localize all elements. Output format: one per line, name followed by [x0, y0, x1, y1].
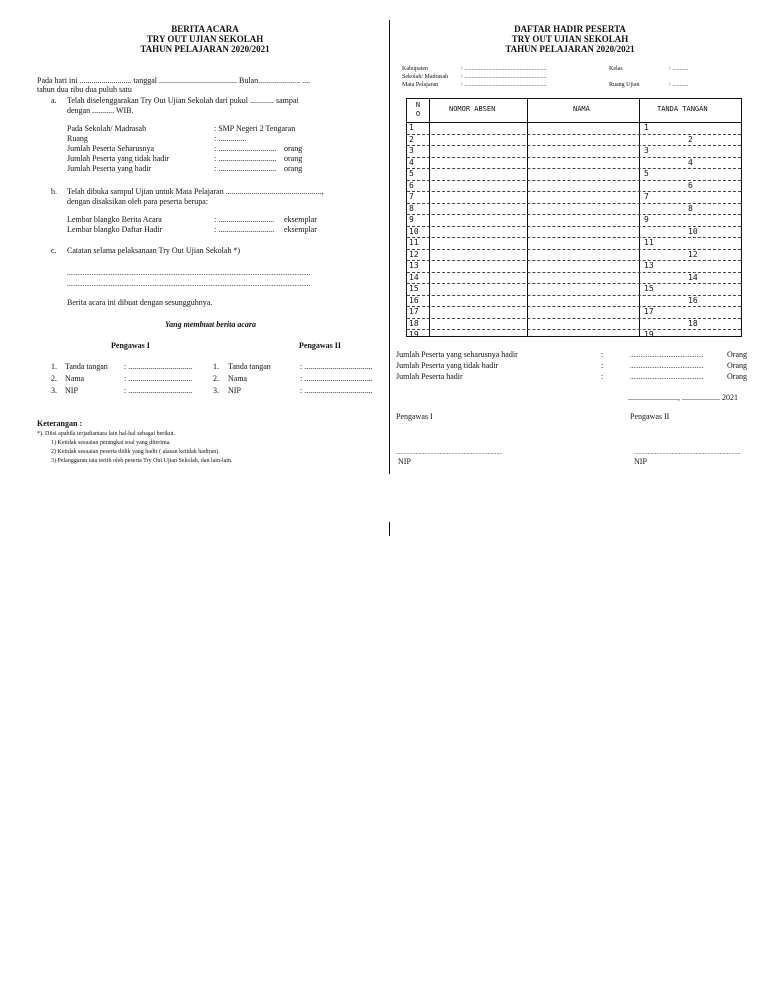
nip-2: NIP — [634, 457, 647, 466]
summary-unit: Orang — [727, 361, 747, 370]
item-c-mark: c. — [51, 246, 57, 255]
summary-value: .......................................... — [630, 373, 704, 381]
sig-label: Tanda tangan — [65, 362, 108, 371]
info-value: : SMP Negeri 2 Tengaran — [214, 124, 296, 133]
signature-slot-number: 8 — [688, 203, 693, 213]
pengawas-1-title: Pengawas I — [111, 341, 150, 350]
signature-slot-number: 19 — [644, 330, 654, 339]
signature-slot-number: 11 — [644, 238, 654, 247]
meta-value: : ........... — [669, 66, 689, 72]
summary-colon: : — [601, 361, 604, 370]
summary-value: .......................................... — [630, 362, 704, 370]
summary-label: Jumlah Peserta yang tidak hadir — [396, 361, 499, 370]
sig-value: : ................................ — [124, 362, 193, 371]
row-number: 4 — [409, 157, 414, 167]
signature-slot-number: 14 — [688, 272, 698, 282]
row-number: 19 — [409, 330, 419, 339]
sig-label: Nama — [65, 374, 85, 383]
row-number: 11 — [409, 238, 419, 247]
item-a-mark: a. — [51, 96, 57, 105]
row-number: 6 — [409, 180, 414, 190]
signature-slot-number: 16 — [688, 295, 698, 305]
sig-num: 3. — [51, 386, 57, 395]
left-title-2: TRY OUT UJIAN SEKOLAH — [146, 34, 264, 44]
lembar-unit: eksemplar — [284, 215, 317, 224]
row-number: 16 — [409, 295, 419, 305]
page-divider-bottom — [389, 522, 390, 536]
meta-label: Ruang Ujian — [609, 82, 640, 88]
info-value: : .............. — [214, 134, 247, 143]
info-value: : ............................. — [214, 164, 277, 173]
signature-slot-number: 2 — [688, 134, 693, 144]
row-number: 5 — [409, 169, 414, 178]
left-title-3: TAHUN PELAJARAN 2020/2021 — [140, 44, 270, 54]
signature-slot-number: 18 — [688, 318, 698, 328]
signature-slot-number: 13 — [644, 261, 654, 270]
item-b-line-2: dengan disaksikan oleh para peserta berupa: — [67, 197, 209, 206]
sig-value: : ................................ — [124, 374, 193, 383]
sig-value: : ................................ — [124, 386, 193, 395]
signature-slot-number: 4 — [688, 157, 693, 167]
keterangan-item: 3) Pelanggaran tata tertib oleh peserta Try Out Ujian Sekolah, dan lain-lain. — [51, 458, 233, 464]
sig-label-2: Nama — [228, 374, 248, 383]
keterangan-item: 2) Ketidak sesuaian peserta didik yang hadir ( alasan ketidak hadiran). — [51, 449, 220, 455]
signature-slot-number: 6 — [688, 180, 693, 190]
meta-label: Kelas — [609, 66, 623, 72]
meta-value: : ....................................................... — [461, 82, 547, 88]
summary-unit: Orang — [727, 350, 747, 359]
info-label: Jumlah Peserta yang tidak hadir — [67, 154, 170, 163]
info-unit: orang — [284, 144, 303, 153]
keterangan-title: Keterangan : — [37, 419, 83, 428]
row-number: 7 — [409, 192, 414, 201]
signature-slot-number: 7 — [644, 192, 649, 201]
attendance-table — [406, 98, 742, 337]
sig-num: 1. — [51, 362, 57, 371]
left-title-1: BERITA ACARA — [171, 24, 239, 34]
summary-label: Jumlah Peserta yang seharusnya hadir — [396, 350, 518, 359]
signature-slot-number: 17 — [644, 307, 654, 316]
right-title-2: TRY OUT UJIAN SEKOLAH — [511, 34, 629, 44]
signature-slot-number: 10 — [688, 226, 698, 236]
row-number: 14 — [409, 272, 419, 282]
info-label: Ruang — [67, 134, 88, 143]
keterangan-intro: *). Diisi apabila terjadiantara lain hal-hal sebagai berikut. — [37, 431, 176, 437]
info-label: Jumlah Peserta Seharusnya — [67, 144, 155, 153]
notes-dots-1: ........................................................................................................................................... — [67, 270, 311, 277]
row-number: 1 — [409, 123, 414, 132]
row-number: 10 — [409, 226, 419, 236]
intro-line-2: tahun dua ribu dua puluh satu — [37, 85, 132, 94]
item-b-line-1: Telah dibuka sampul Ujian untuk Mata Pelajaran ................................................, — [67, 187, 324, 196]
sig-label: NIP — [65, 386, 78, 395]
nip-1: NIP — [398, 457, 411, 466]
signature-line-2: ....................................................................... — [634, 450, 741, 456]
info-unit: orang — [284, 164, 303, 173]
notes-dots-2: ........................................................................................................................................... — [67, 281, 311, 288]
row-number: 13 — [409, 261, 419, 270]
date-line: ........................., ................... 2021 — [628, 393, 738, 402]
right-pengawas-2: Pengawas II — [630, 412, 670, 421]
sig-value-2: : .................................. — [300, 362, 373, 371]
lembar-label: Lembar blangko Daftar Hadir — [67, 225, 163, 234]
signature-slot-number: 12 — [688, 249, 698, 259]
row-number: 15 — [409, 284, 419, 293]
lembar-label: Lembar blangko Berita Acara — [67, 215, 162, 224]
signature-slot-number: 15 — [644, 284, 654, 293]
sig-value-2: : .................................. — [300, 374, 373, 383]
sig-label-2: NIP — [228, 386, 241, 395]
summary-value: .......................................... — [630, 351, 704, 359]
summary-colon: : — [601, 372, 604, 381]
sig-value-2: : .................................. — [300, 386, 373, 395]
right-pengawas-1: Pengawas I — [396, 412, 433, 421]
signature-slot-number: 1 — [644, 123, 649, 132]
keterangan-item: 1) Ketidak sesuaian perangkat soal yang diterima. — [51, 440, 171, 446]
row-number: 17 — [409, 307, 419, 316]
right-title-3: TAHUN PELAJARAN 2020/2021 — [505, 44, 635, 54]
lembar-value: : ............................ — [214, 225, 275, 234]
info-value: : ............................. — [214, 144, 277, 153]
meta-label: Sekolah/ Madrasah — [402, 74, 449, 80]
lembar-value: : ............................ — [214, 215, 275, 224]
row-number: 2 — [409, 134, 414, 144]
right-title-1: DAFTAR HADIR PESERTA — [514, 24, 626, 34]
item-c-line: Catatan selama pelaksanaan Try Out Ujian Sekolah *) — [67, 246, 241, 255]
info-unit: orang — [284, 154, 303, 163]
meta-value: : ....................................................... — [461, 74, 547, 80]
row-number: 8 — [409, 203, 414, 213]
sig-num-2: 1. — [213, 362, 219, 371]
col-header-no: N O — [415, 101, 421, 118]
sig-num: 2. — [51, 374, 57, 383]
row-number: 18 — [409, 318, 419, 328]
closing-statement: Berita acara ini dibuat dengan sesungguhnya. — [67, 298, 213, 307]
info-value: : ............................. — [214, 154, 277, 163]
col-header-nama: NAMA — [573, 105, 590, 113]
summary-colon: : — [601, 350, 604, 359]
item-b-mark: b. — [51, 187, 57, 196]
meta-value: : ....................................................... — [461, 66, 547, 72]
page-divider — [389, 20, 390, 474]
info-label: Jumlah Peserta yang hadir — [67, 164, 152, 173]
sig-num-2: 2. — [213, 374, 219, 383]
made-by-heading: Yang membuat berita acara — [165, 320, 257, 329]
info-label: Pada Sekolah/ Madrasah — [67, 124, 147, 133]
row-number: 12 — [409, 249, 419, 259]
meta-value: : ........... — [669, 82, 689, 88]
summary-unit: Orang — [727, 372, 747, 381]
signature-line-1: ....................................................................... — [396, 450, 503, 456]
table-header — [407, 99, 741, 123]
item-a-line-2: dengan ........... WIB. — [67, 106, 134, 115]
lembar-unit: eksemplar — [284, 225, 317, 234]
intro-line-1: Pada hari ini .......................... tanggal ....................................... Bulan..................... .... — [37, 76, 311, 85]
signature-slot-number: 3 — [644, 146, 649, 155]
sig-label-2: Tanda tangan — [228, 362, 271, 371]
col-header-ttd: TANDA TANGAN — [657, 105, 708, 113]
pengawas-2-title: Pengawas II — [299, 341, 342, 350]
meta-label: Mata Pelajaran — [402, 82, 439, 88]
row-number: 9 — [409, 215, 414, 224]
signature-slot-number: 5 — [644, 169, 649, 178]
table-row — [407, 329, 741, 341]
sig-num-2: 3. — [213, 386, 219, 395]
col-header-absen: NOMOR ABSEN — [449, 105, 496, 113]
signature-slot-number: 9 — [644, 215, 649, 224]
meta-label: Kabupaten — [402, 66, 428, 72]
summary-label: Jumlah Peserta hadir — [396, 372, 463, 381]
row-number: 3 — [409, 146, 414, 155]
item-a-line-1: Telah diselenggarakan Try Out Ujian Sekolah dari pukul ............ sampai — [67, 96, 299, 105]
